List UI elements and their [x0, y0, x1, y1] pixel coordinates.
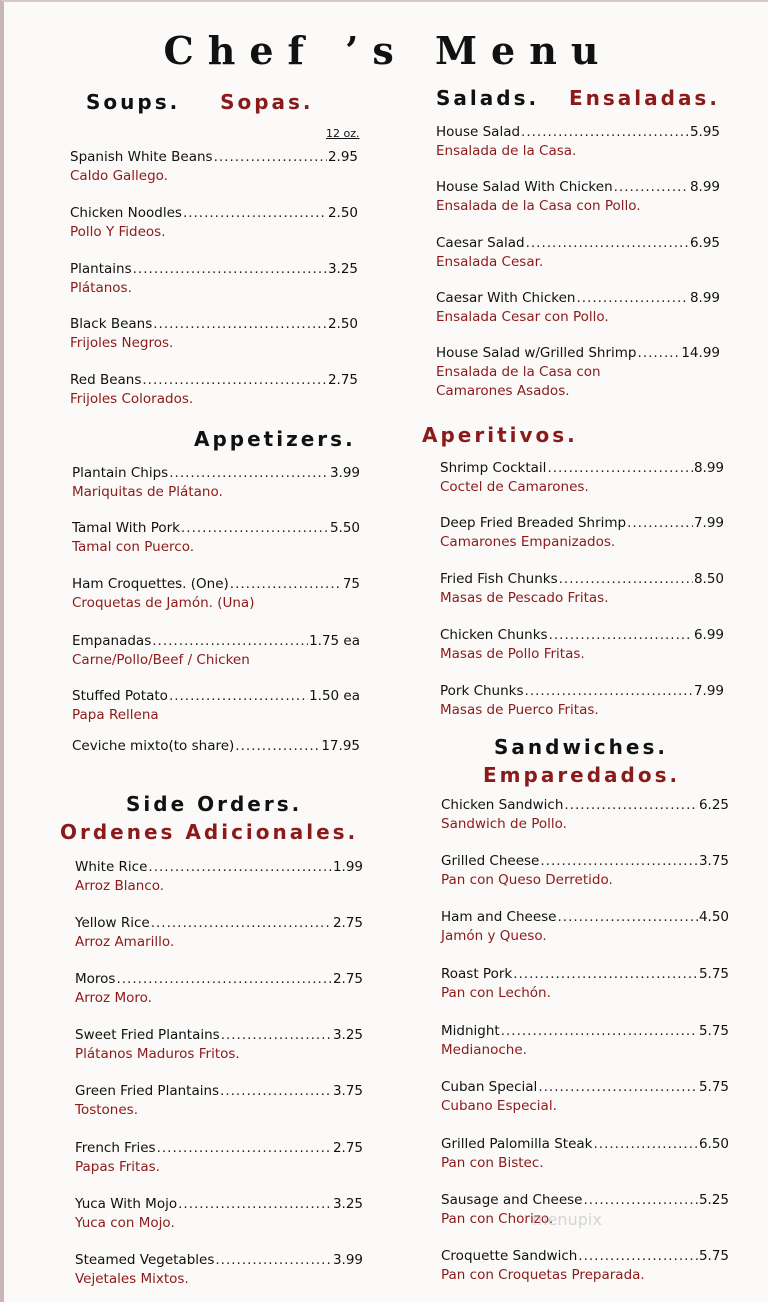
- item-spanish-name: Arroz Moro.: [75, 990, 152, 1006]
- item-name: Grilled Cheese: [441, 853, 540, 869]
- item-name: Caesar With Chicken: [436, 290, 576, 306]
- menu-item: [441, 1247, 729, 1285]
- dot-leader: [178, 1195, 332, 1214]
- menu-item: [440, 570, 724, 608]
- item-spanish-name: Yuca con Mojo.: [75, 1215, 175, 1231]
- menu-item-row: [75, 970, 363, 989]
- dot-leader: [593, 1135, 697, 1154]
- menu-item-row: [70, 260, 358, 279]
- dot-leader: [215, 1251, 332, 1270]
- item-name: Cuban Special: [441, 1079, 538, 1095]
- item-spanish-name: Jamón y Queso.: [441, 928, 547, 944]
- menu-item: [70, 315, 358, 353]
- menu-item: [441, 1022, 729, 1060]
- menu-item: [436, 344, 720, 401]
- sides-title-en: Side Orders.: [126, 792, 303, 816]
- item-name: Caesar Salad: [436, 235, 525, 251]
- menu-item-row: [441, 1022, 729, 1041]
- dot-leader: [540, 852, 698, 871]
- menu-item-row: [441, 852, 729, 871]
- item-name: Midnight: [441, 1023, 500, 1039]
- dot-leader: [614, 178, 689, 197]
- dot-leader: [638, 344, 681, 363]
- item-name: Deep Fried Breaded Shrimp: [440, 515, 627, 531]
- dot-leader: [157, 1139, 332, 1158]
- item-price: 7.99: [693, 683, 724, 699]
- item-name: Ham Croquettes. (One): [72, 576, 229, 592]
- menu-item: [72, 687, 360, 725]
- item-price: 2.75: [332, 1140, 363, 1156]
- item-price: 6.95: [689, 235, 720, 251]
- item-price: 3.99: [329, 465, 360, 481]
- item-spanish-name: Coctel de Camarones.: [440, 479, 589, 495]
- item-spanish-name: Pan con Queso Derretido.: [441, 872, 613, 888]
- menu-title: Chef ’s Menu: [163, 28, 613, 73]
- item-name: Yuca With Mojo: [75, 1196, 178, 1212]
- item-spanish-name: Vejetales Mixtos.: [75, 1271, 189, 1287]
- item-name: Grilled Palomilla Steak: [441, 1136, 593, 1152]
- item-name: Pork Chunks: [440, 683, 524, 699]
- menu-item-row: [436, 289, 720, 308]
- item-price: 6.99: [693, 627, 724, 643]
- item-name: Tamal With Pork: [72, 520, 180, 536]
- item-spanish-name: Croquetas de Jamón. (Una): [72, 595, 255, 611]
- menu-item: [441, 852, 729, 890]
- item-spanish-name: Pollo Y Fideos.: [70, 224, 166, 240]
- item-spanish-name: Masas de Pollo Fritas.: [440, 646, 585, 662]
- item-name: French Fries: [75, 1140, 156, 1156]
- item-price: 5.75: [698, 1023, 729, 1039]
- dot-leader: [501, 1022, 698, 1041]
- menu-item-row: [72, 632, 360, 651]
- item-price: 3.75: [332, 1083, 363, 1099]
- menu-item-row: [441, 796, 729, 815]
- appetizers-header: [194, 427, 356, 451]
- item-spanish-name: Ensalada de la Casa con: [436, 364, 601, 380]
- item-spanish-name: Frijoles Colorados.: [70, 391, 194, 407]
- item-price: 7.99: [693, 515, 724, 531]
- menu-item: [72, 575, 360, 613]
- item-price: 5.25: [698, 1192, 729, 1208]
- aperitivos-header: [422, 423, 578, 447]
- sides-title-es: Ordenes Adicionales.: [60, 820, 359, 844]
- item-price: 5.95: [689, 124, 720, 140]
- menu-item: [75, 858, 363, 896]
- item-name: Spanish White Beans: [70, 149, 213, 165]
- item-price: 4.50: [698, 909, 729, 925]
- menu-item: [440, 626, 724, 664]
- menu-item-row: [75, 1082, 363, 1101]
- menu-item-row: [440, 682, 724, 701]
- dot-leader: [549, 626, 693, 645]
- item-price: 2.95: [327, 149, 358, 165]
- menu-item-row: [440, 570, 724, 589]
- item-price: 1.99: [332, 859, 363, 875]
- item-price: 5.75: [698, 1079, 729, 1095]
- dot-leader: [230, 575, 342, 594]
- menu-item: [70, 371, 358, 409]
- dot-leader: [169, 687, 308, 706]
- item-spanish-name: Sandwich de Pollo.: [441, 816, 567, 832]
- item-name: Chicken Noodles: [70, 205, 182, 221]
- menu-item-row: [72, 519, 360, 538]
- item-name: White Rice: [75, 859, 148, 875]
- dot-leader: [526, 234, 689, 253]
- item-spanish-name: Ensalada de la Casa.: [436, 143, 577, 159]
- menu-item: [72, 737, 360, 756]
- menu-item: [72, 464, 360, 502]
- dot-leader: [221, 1026, 332, 1045]
- item-price: 1.75 ea: [309, 633, 360, 649]
- sandwiches-header-en: [494, 735, 668, 759]
- menu-item: [436, 178, 720, 216]
- item-price: 5.50: [329, 520, 360, 536]
- item-spanish-name: Ensalada Cesar con Pollo.: [436, 309, 609, 325]
- dot-leader: [214, 148, 327, 167]
- item-price: 2.75: [332, 971, 363, 987]
- menu-item-row: [440, 626, 724, 645]
- dot-leader: [547, 459, 693, 478]
- item-price: 6.25: [698, 797, 729, 813]
- item-name: Fried Fish Chunks: [440, 571, 558, 587]
- menu-item-row: [441, 1247, 729, 1266]
- item-spanish-name: Papas Fritas.: [75, 1159, 160, 1175]
- item-spanish-name: Mariquitas de Plátano.: [72, 484, 223, 500]
- item-name: Roast Pork: [441, 966, 513, 982]
- dot-leader: [584, 1191, 698, 1210]
- dot-leader: [169, 464, 329, 483]
- menu-item-row: [441, 1078, 729, 1097]
- menu-item-row: [441, 1191, 729, 1210]
- item-price: 5.75: [698, 966, 729, 982]
- dot-leader: [538, 1078, 698, 1097]
- menu-item: [441, 965, 729, 1003]
- item-price: 2.50: [327, 205, 358, 221]
- menu-item-row: [70, 371, 358, 390]
- menu-item-row: [441, 1135, 729, 1154]
- item-spanish-name: Ensalada de la Casa con Pollo.: [436, 198, 641, 214]
- item-spanish-name: Arroz Blanco.: [75, 878, 165, 894]
- item-name: Plantain Chips: [72, 465, 169, 481]
- item-name: Chicken Sandwich: [441, 797, 564, 813]
- sandwiches-title-en: Sandwiches.: [494, 735, 668, 759]
- menu-item-row: [75, 858, 363, 877]
- item-price: 3.25: [332, 1196, 363, 1212]
- soups-title-en: Soups.: [86, 90, 181, 114]
- menu-item-row: [72, 737, 360, 756]
- item-price: 2.75: [332, 915, 363, 931]
- dot-leader: [578, 1247, 698, 1266]
- menu-item: [75, 1139, 363, 1177]
- item-spanish-name: Plátanos Maduros Fritos.: [75, 1046, 240, 1062]
- item-name: Chicken Chunks: [440, 627, 548, 643]
- menu-item-row: [436, 344, 720, 363]
- dot-leader: [153, 315, 327, 334]
- menu-item: [441, 796, 729, 834]
- menu-item: [75, 914, 363, 952]
- sides-header-es: [60, 820, 358, 844]
- item-price: 8.50: [693, 571, 724, 587]
- menu-item-row: [75, 1195, 363, 1214]
- item-spanish-name: Pan con Bistec.: [441, 1155, 544, 1171]
- menu-item-row: [75, 914, 363, 933]
- item-spanish-name: Ensalada Cesar.: [436, 254, 544, 270]
- menu-item-row: [72, 687, 360, 706]
- item-spanish-name: Frijoles Negros.: [70, 335, 174, 351]
- item-name: Empanadas: [72, 633, 152, 649]
- dot-leader: [564, 796, 698, 815]
- menu-item-row: [75, 1139, 363, 1158]
- menu-item-row: [75, 1026, 363, 1045]
- item-spanish-name: Camarones Empanizados.: [440, 534, 616, 550]
- item-name: Green Fried Plantains: [75, 1083, 220, 1099]
- dot-leader: [152, 632, 308, 651]
- item-spanish-name: Carne/Pollo/Beef / Chicken: [72, 652, 250, 668]
- soups-size-note: 12 oz.: [326, 127, 360, 140]
- menu-item: [72, 519, 360, 557]
- soups-title-es: Sopas.: [220, 90, 314, 114]
- item-price: 2.75: [327, 372, 358, 388]
- soups-header: [86, 90, 314, 114]
- item-name: Black Beans: [70, 316, 153, 332]
- item-spanish-name: Arroz Amarillo.: [75, 934, 175, 950]
- item-price: 8.99: [689, 179, 720, 195]
- menu-item-row: [436, 178, 720, 197]
- item-spanish-name: Medianoche.: [441, 1042, 527, 1058]
- dot-leader: [521, 123, 689, 142]
- dot-leader: [148, 858, 332, 877]
- item-price: 14.99: [681, 345, 720, 361]
- dot-leader: [116, 970, 331, 989]
- dot-leader: [181, 519, 329, 538]
- item-name: Yellow Rice: [75, 915, 150, 931]
- item-name: Ceviche mixto(to share): [72, 738, 235, 754]
- menu-item-row: [436, 234, 720, 253]
- item-price: 3.25: [332, 1027, 363, 1043]
- menu-item-row: [441, 965, 729, 984]
- menu-item-row: [72, 464, 360, 483]
- sandwiches-header-es: [483, 763, 680, 787]
- item-price: 3.99: [332, 1252, 363, 1268]
- menu-item-row: [441, 908, 729, 927]
- menu-item: [440, 459, 724, 497]
- item-spanish-name: Pan con Croquetas Preparada.: [441, 1267, 645, 1283]
- item-name: Shrimp Cocktail: [440, 460, 547, 476]
- menu-item: [436, 123, 720, 161]
- menu-item: [70, 260, 358, 298]
- menu-item-row: [70, 204, 358, 223]
- sides-header-en: [126, 792, 302, 816]
- sandwiches-title-es: Emparedados.: [483, 763, 681, 787]
- salads-title-en: Salads.: [436, 86, 540, 110]
- item-price: 5.75: [698, 1248, 729, 1264]
- item-spanish-name-line2: Camarones Asados.: [436, 383, 570, 399]
- salads-title-es: Ensaladas.: [568, 86, 720, 110]
- menu-item: [75, 1195, 363, 1233]
- item-price: 1.50 ea: [309, 688, 360, 704]
- menu-item-row: [75, 1251, 363, 1270]
- item-spanish-name: Plátanos.: [70, 280, 132, 296]
- menu-item: [441, 908, 729, 946]
- item-name: Steamed Vegetables: [75, 1252, 215, 1268]
- menu-item-row: [440, 459, 724, 478]
- menu-item: [436, 289, 720, 327]
- menu-item-row: [72, 575, 360, 594]
- item-price: 8.99: [689, 290, 720, 306]
- menu-item-row: [440, 514, 724, 533]
- item-spanish-name: Pan con Lechón.: [441, 985, 551, 1001]
- item-spanish-name: Tamal con Puerco.: [72, 539, 195, 555]
- item-name: Sausage and Cheese: [441, 1192, 583, 1208]
- item-name: Moros: [75, 971, 116, 987]
- dot-leader: [142, 371, 327, 390]
- item-price: 3.25: [327, 261, 358, 277]
- dot-leader: [513, 965, 698, 984]
- appetizers-title-es: Aperitivos.: [422, 423, 578, 447]
- item-name: Croquette Sandwich: [441, 1248, 578, 1264]
- item-spanish-name: Masas de Pescado Fritas.: [440, 590, 609, 606]
- menu-item: [441, 1078, 729, 1116]
- menu-item: [70, 204, 358, 242]
- dot-leader: [558, 908, 698, 927]
- item-name: Ham and Cheese: [441, 909, 557, 925]
- dot-leader: [627, 514, 693, 533]
- dot-leader: [559, 570, 693, 589]
- dot-leader: [151, 914, 332, 933]
- appetizers-title-en: Appetizers.: [194, 427, 356, 451]
- salads-header: [436, 86, 720, 110]
- menu-item: [441, 1135, 729, 1173]
- item-name: Plantains: [70, 261, 132, 277]
- item-spanish-name: Caldo Gallego.: [70, 168, 168, 184]
- item-name: Sweet Fried Plantains: [75, 1027, 220, 1043]
- dot-leader: [133, 260, 327, 279]
- menu-item: [440, 682, 724, 720]
- item-name: Stuffed Potato: [72, 688, 168, 704]
- menu-item: [72, 632, 360, 670]
- item-spanish-name: Cubano Especial.: [441, 1098, 557, 1114]
- menu-item-row: [70, 148, 358, 167]
- item-name: House Salad w/Grilled Shrimp: [436, 345, 637, 361]
- item-price: 17.95: [321, 738, 360, 754]
- menu-item: [440, 514, 724, 552]
- item-price: 6.50: [698, 1136, 729, 1152]
- menu-item: [75, 1082, 363, 1120]
- item-price: 8.99: [693, 460, 724, 476]
- item-price: 75: [342, 576, 360, 592]
- dot-leader: [183, 204, 327, 223]
- item-spanish-name: Tostones.: [75, 1102, 138, 1118]
- dot-leader: [235, 737, 320, 756]
- dot-leader: [525, 682, 693, 701]
- item-name: House Salad: [436, 124, 521, 140]
- item-spanish-name: Masas de Puerco Fritas.: [440, 702, 599, 718]
- menu-item: [75, 970, 363, 1008]
- menu-item: [75, 1251, 363, 1289]
- item-price: 3.75: [698, 853, 729, 869]
- menu-item: [70, 148, 358, 186]
- menu-item-row: [436, 123, 720, 142]
- dot-leader: [220, 1082, 332, 1101]
- menu-item: [75, 1026, 363, 1064]
- item-price: 2.50: [327, 316, 358, 332]
- item-name: House Salad With Chicken: [436, 179, 613, 195]
- item-spanish-name: Pan con Chorizo.: [441, 1211, 554, 1227]
- menu-item-row: [70, 315, 358, 334]
- item-name: Red Beans: [70, 372, 142, 388]
- dot-leader: [576, 289, 688, 308]
- menu-item: [436, 234, 720, 272]
- item-spanish-name: Papa Rellena: [72, 707, 159, 723]
- watermark-logo: menupix: [532, 1210, 602, 1229]
